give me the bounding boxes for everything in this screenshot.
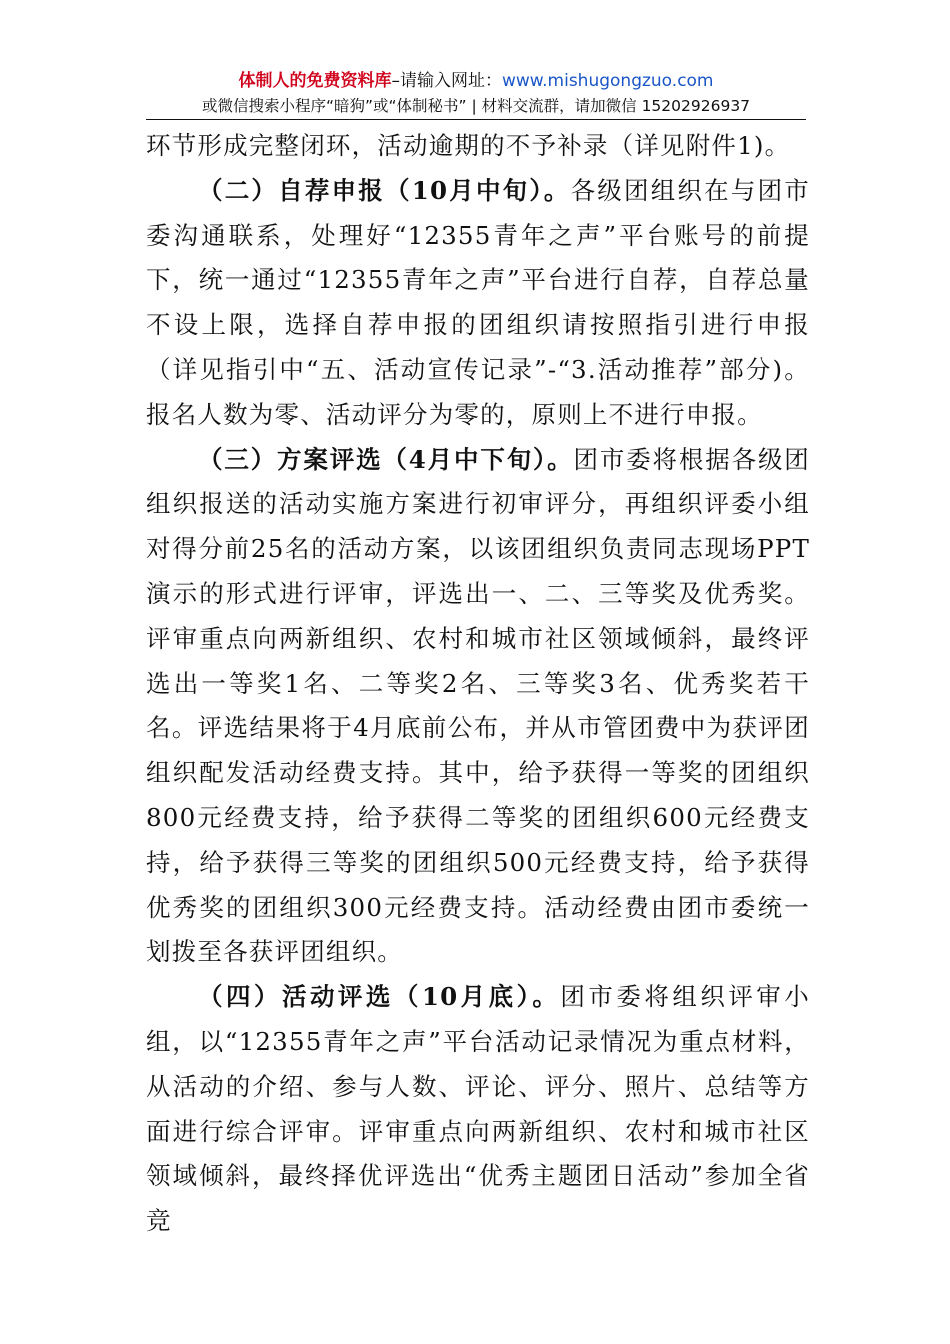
header-divider	[146, 119, 806, 120]
paragraph-text: 环节形成完整闭环，活动逾期的不予补录（详见附件1)。	[146, 131, 791, 160]
paragraph-text: 团市委将根据各级团组织报送的活动实施方案进行初审评分，再组织评委小组对得分前25名的活动方案，以该团组织负责同志现场PPT演示的形式进行评审，评选出一、二、三等奖及优秀奖。评审重点向两新组织、农村和城市社区领域倾斜，最终评选出一等奖1名、二等奖2名、三等奖3名、优秀奖若干名。评选结果将于4月底前公布，并从市管团费中为获评团组织配发活动经费支持。其中，给予获得一等奖的团组织800元经费支持，给予获得二等奖的团组织600元经费支持，给予获得三等奖的团组织500元经费支持，给予获得优秀奖的团组织300元经费支持。活动经费由团市委统一划拨至各获评团组织。	[146, 444, 810, 967]
section-heading: （三）方案评选（4月中下旬）。	[198, 444, 574, 474]
paragraph-text: 各级团组织在与团市委沟通联系，处理好“12355青年之声”平台账号的前提下，统一通过“12355青年之声”平台进行自荐，自荐总量不设上限，选择自荐申报的团组织请按照指引进行申报（详见指引中“五、活动宣传记录”-“3.活动推荐”部分)。报名人数为零、活动评分为零的，原则上不进行申报。	[146, 175, 810, 429]
header-line-2: 或微信搜索小程序“暗狗”或“体制秘书” | 材料交流群，请加微信 15202926937	[201, 97, 751, 115]
section-heading: （二）自荐申报（10月中旬）。	[198, 175, 571, 205]
paragraph-plan-selection	[146, 438, 810, 976]
header-url-prompt: –请输入网址：	[391, 71, 502, 91]
page-header	[146, 68, 806, 118]
paragraph-self-recommendation	[146, 169, 810, 438]
header-url-link[interactable]: www.mishugongzuo.com	[501, 71, 714, 91]
paragraph-continuation	[146, 124, 810, 169]
header-line-1	[146, 68, 806, 94]
paragraph-activity-selection	[146, 975, 810, 1244]
section-heading: （四）活动评选（10月底）。	[198, 982, 561, 1012]
document-body	[146, 124, 810, 1244]
header-brand: 体制人的免费资料库	[238, 71, 392, 91]
paragraph-text: 团市委将组织评审小组，以“12355青年之声”平台活动记录情况为重点材料，从活动的介绍、参与人数、评论、评分、照片、总结等方面进行综合评审。评审重点向两新组织、农村和城市社区领域倾斜，最终择优评选出“优秀主题团日活动”参加全省竞	[146, 982, 810, 1236]
